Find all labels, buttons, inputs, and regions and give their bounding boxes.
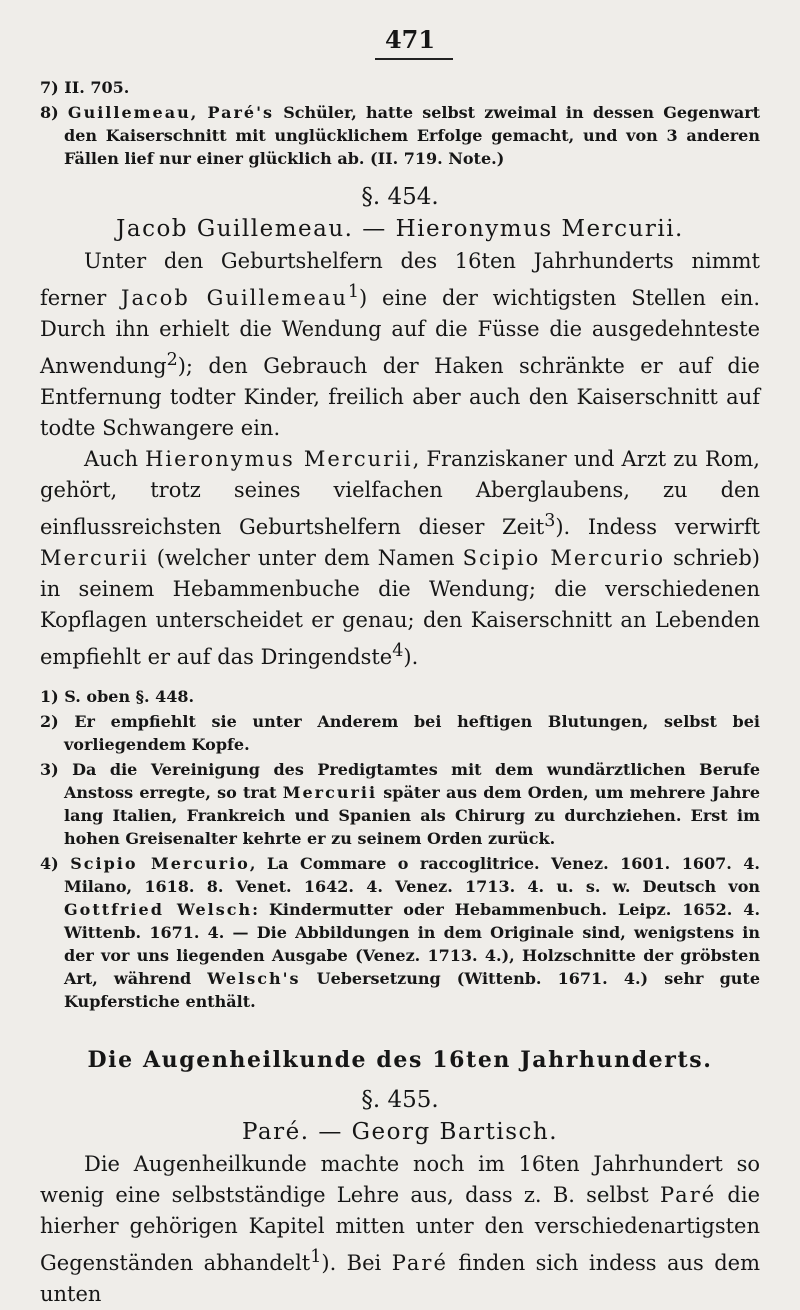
spaced-name: Paré [659,1183,717,1207]
footnotes [40,685,760,1013]
spaced-name: Jacob Guillemeau [121,286,348,310]
text-run: Uebersetzung (Wittenb. 1671. 4.) sehr gute Kupferstiche enthält. [64,969,760,1011]
text-run: Unter den Geburtshelfern des 16ten Jahrhunderts nimmt ferner [40,249,760,310]
section-455-number: §. 455. [361,1087,439,1113]
text-run: 2) Er empfiehlt sie unter Anderem bei heftigen Blutungen, selbst bei vorliegendem Kopfe. [40,712,760,754]
text-run: ). Bei [321,1251,392,1275]
spaced-name: Mercurii [40,546,149,570]
text-run: schrieb) in seinem Hebammenbuche die Wendung; die verschiedenen Kopflagen unterscheidet er genau; den Kaiserschnitt an Lebenden empfiehlt er auf das Dringendste [40,546,760,669]
section-454-paragraph-1 [40,246,760,444]
section-454-number: §. 454. [361,184,439,210]
text-run: ). Indess verwirft [555,515,760,539]
text-run: Auch [84,447,146,471]
footnote-ref: 1 [310,1247,322,1267]
footnote-1 [40,685,760,708]
top-note-8: 8) Guillemeau, Paré's Schüler, hatte selbst zweimal in dessen Gegenwart den Kaiserschnitt mit unglücklichem Erfolge gemacht, und von 3 anderen Fällen lief nur einer glücklich ab. (II. 719. Note.) [40,103,761,168]
footnote-4 [40,852,760,1013]
section-454-heading: Jacob Guillemeau. — Hieronymus Mercurii. [116,216,684,242]
footnote-ref: 1 [347,282,360,302]
footnote-ref: 4 [392,641,404,661]
section-455-heading: Paré. — Georg Bartisch. [241,1119,559,1145]
footnote-ref: 2 [166,350,178,370]
spaced-name: Gottfried Welsch [64,900,253,919]
section-454-paragraph-2 [40,444,760,673]
text-run: Die Augenheilkunde machte noch im 16ten Jahrhundert so wenig eine selbstständige Lehre aus, dass z. B. selbst [40,1152,760,1207]
spaced-name: Scipio Mercurio [462,546,666,570]
spaced-name: Hieronymus Mercurii [145,447,413,471]
spaced-name: Scipio Mercurio [70,854,250,873]
page-number-rule [375,58,453,60]
text-run: , La Commare o raccoglitrice. Venez. 1601. 1607. 4. Milano, 1618. 8. Venet. 1642. 4. Venez. 1713. 4. u. s. w. Deutsch von [64,854,760,896]
text-run: 4) [40,854,71,873]
spaced-name: Welsch's [207,969,301,988]
spaced-name: Paré [391,1251,448,1275]
footnote-2 [40,710,760,756]
spaced-name: Mercurii [282,783,378,802]
chapter-heading: Die Augenheilkunde des 16ten Jahrhunderts. [87,1047,713,1073]
text-run: die hierher gehörigen Kapitel mitten unter den verschiedenartigsten Gegenständen abhandelt [40,1183,760,1275]
text-run: ) eine der wichtigsten Stellen ein. Durch ihn erhielt die Wendung auf die Füsse die ausgedehnteste Anwendung [40,286,760,378]
text-run: : Kindermutter oder Hebammenbuch. Leipz. 1652. 4. Wittenb. 1671. 4. — Die Abbildungen in dem Originale sind, wenigstens in der vor uns liegenden Ausgabe (Venez. 1713. 4.), Holzschnitte der gröbsten Art, während [64,900,761,988]
text-run: ); den Gebrauch der Haken schränkte er auf die Entfernung todter Kinder, freilich aber auch den Kaiserschnitt auf todte Schwangere ein. [40,354,760,440]
footnote-3 [40,758,760,850]
section-455-paragraph-1 [40,1149,760,1310]
text-run: 1) S. oben §. 448. [40,687,195,706]
text-run: (welcher unter dem Namen [148,546,463,570]
text-run: ). [403,645,419,669]
text-run: später aus dem Orden, um mehrere Jahre lang Italien, Frankreich und Spanien als Chirurg zu durchziehen. Erst im hohen Greisenalter kehrte er zu seinem Orden zurück. [64,783,761,848]
text-run: 3) Da die Vereinigung des Predigtamtes mit dem wundärztlichen Berufe Anstoss erregte, so trat [40,760,760,802]
footnote-ref: 3 [544,511,556,531]
text-run: finden sich indess aus dem unten [40,1251,761,1306]
page-number: 471 [384,25,436,54]
text-run: , Franziskaner und Arzt zu Rom, gehört, trotz seines vielfachen Aberglaubens, zu den einflussreichsten Geburtshelfern dieser Zeit [40,447,760,539]
top-note-7: 7) II. 705. [40,78,130,97]
